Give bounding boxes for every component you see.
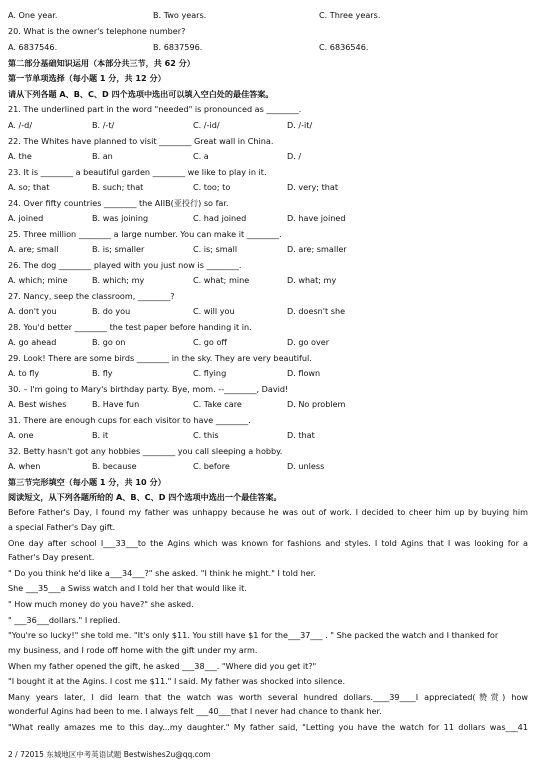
section-heading: 请从下列各题 A、B、C、D 四个选项中选出可以填入空白处的最佳答案。	[8, 89, 274, 99]
question-text: 21. The underlined part in the word "needed" is pronounced as ________.	[8, 104, 302, 114]
answer-option: D. that	[287, 430, 315, 440]
answer-option: C. is; small	[193, 244, 238, 254]
passage-line: my business, and I rode off home with the gift under my arm.	[8, 645, 258, 655]
option-row	[8, 42, 533, 53]
passage-line: Many years later, I did learn that the watch was worth several hundred dollars.____39____I appreciated(赞赏) how	[8, 692, 528, 702]
passage-line: a special Father's Day gift.	[8, 522, 116, 532]
answer-option: B. fly	[92, 368, 113, 378]
answer-option: A. the	[8, 151, 32, 161]
answer-option: D. flown	[287, 368, 321, 378]
answer-option: C. too; to	[193, 182, 231, 192]
answer-option: B. such; that	[92, 182, 144, 192]
option-row	[8, 368, 533, 379]
option-row	[8, 275, 533, 286]
answer-option: D. are; smaller	[287, 244, 347, 254]
answer-option: C. what; mine	[193, 275, 250, 285]
answer-option: B. go on	[92, 337, 126, 347]
passage-line: When my father opened the gift, he asked ___38___. "Where did you get it?"	[8, 661, 317, 671]
answer-option: D. unless	[287, 461, 325, 471]
answer-option: C. will you	[193, 306, 235, 316]
answer-option: A. when	[8, 461, 41, 471]
question-text: 32. Betty hasn't got any hobbies ________ you call sleeping a hobby.	[8, 446, 283, 456]
question-text: 20. What is the owner's telephone number?	[8, 26, 186, 36]
answer-option: D. very; that	[287, 182, 339, 192]
answer-option: B. was joining	[92, 213, 149, 223]
answer-option: C. Three years.	[319, 10, 381, 20]
option-row	[8, 461, 533, 472]
answer-option: B. which; my	[92, 275, 145, 285]
question-text: 22. The Whites have planned to visit ________ Great wall in China.	[8, 136, 274, 146]
option-row	[8, 151, 533, 162]
answer-option: B. an	[92, 151, 113, 161]
question-text: 29. Look! There are some birds ________ in the sky. They are very beautiful.	[8, 353, 312, 363]
question-text: 31. There are enough cups for each visitor to have ________.	[8, 415, 251, 425]
section-heading: 第二部分基础知识运用（本部分共三节，共 62 分）	[8, 58, 195, 68]
answer-option: D. doesn't she	[287, 306, 346, 316]
option-row	[8, 244, 533, 255]
answer-option: C. had joined	[193, 213, 247, 223]
answer-option: C. 6836546.	[319, 42, 369, 52]
answer-option: C. a	[193, 151, 209, 161]
answer-option: C. before	[193, 461, 230, 471]
answer-option: D. go over	[287, 337, 330, 347]
answer-option: D. what; my	[287, 275, 337, 285]
passage-line: "You're so lucky!" she told me. "It's only $11. You still have $1 for the___37___ . " She packed the watch and I thanked for	[8, 630, 499, 640]
passage-line: wonderful Agins had been to me. I always felt ___40___that I never had chance to thank her.	[8, 706, 382, 716]
option-row	[8, 306, 533, 317]
answer-option: B. do you	[92, 306, 131, 316]
answer-option: D. /	[287, 151, 302, 161]
answer-option: B. Two years.	[153, 10, 207, 20]
answer-option: A. so; that	[8, 182, 50, 192]
answer-option: B. is; smaller	[92, 244, 145, 254]
passage-line: She ___35___a Swiss watch and I told her that would like it.	[8, 583, 247, 593]
section-heading: 阅读短文，从下列各题所给的 A、B、C、D 四个选项中选出一个最佳答案。	[8, 492, 282, 502]
option-row	[8, 213, 533, 224]
passage-line: " ___36___dollars." I replied.	[8, 615, 121, 625]
answer-option: C. flying	[193, 368, 227, 378]
answer-option: A. are; small	[8, 244, 59, 254]
answer-option: D. have joined	[287, 213, 346, 223]
question-text: 30. – I'm going to Mary's birthday party. Bye, mom. --________, David!	[8, 384, 289, 394]
option-row	[8, 182, 533, 193]
answer-option: C. Take care	[193, 399, 242, 409]
answer-option: B. 6837596.	[153, 42, 203, 52]
passage-line: Before Father's Day, I found my father was unhappy because he was out of work. I decided to cheer him up by buying him	[8, 507, 528, 517]
question-text: 27. Nancy, seep the classroom, ________?	[8, 291, 175, 301]
section-heading: 第一节单项选择（每小题 1 分，共 12 分）	[8, 73, 166, 83]
answer-option: A. Best wishes	[8, 399, 67, 409]
question-text: 28. You'd better ________ the test paper before handing it in.	[8, 322, 252, 332]
answer-option: B. because	[92, 461, 137, 471]
answer-option: B. /-t/	[92, 120, 115, 130]
answer-option: C. this	[193, 430, 219, 440]
answer-option: C. go off	[193, 337, 227, 347]
question-text: 24. Over fifty countries ________ the AIIB(亚投行) so far.	[8, 198, 229, 208]
answer-option: A. don't you	[8, 306, 57, 316]
option-row	[8, 337, 533, 348]
option-row	[8, 10, 533, 21]
answer-option: A. 6837546.	[8, 42, 58, 52]
answer-option: A. One year.	[8, 10, 58, 20]
question-text: 23. It is ________ a beautiful garden ________ we like to play in it.	[8, 167, 267, 177]
answer-option: A. which; mine	[8, 275, 68, 285]
passage-line: Father's Day present.	[8, 552, 95, 562]
passage-line: "What really amazes me to this day...my daughter." My father said, "Letting you have the watch for 11 dollars was___41	[8, 722, 528, 732]
page-footer: 2 / 72015 东城地区中考英语试题 Bestwishes2u@qq.com	[8, 750, 211, 759]
answer-option: D. No problem	[287, 399, 346, 409]
question-text: 26. The dog ________ played with you just now is ________.	[8, 260, 242, 270]
option-row	[8, 120, 533, 131]
passage-line: "I bought it at the Agins. I cost me $11." I said. My father was shocked into silence.	[8, 676, 346, 686]
answer-option: A. go ahead	[8, 337, 57, 347]
answer-option: B. it	[92, 430, 109, 440]
passage-line: " Do you think he'd like a___34___?" she asked. "I think he might." I told her.	[8, 568, 316, 578]
option-row	[8, 430, 533, 441]
answer-option: A. /-d/	[8, 120, 33, 130]
answer-option: C. /-id/	[193, 120, 220, 130]
answer-option: D. /-it/	[287, 120, 313, 130]
answer-option: A. one	[8, 430, 34, 440]
answer-option: A. to fly	[8, 368, 40, 378]
answer-option: A. joined	[8, 213, 44, 223]
answer-option: B. Have fun	[92, 399, 140, 409]
option-row	[8, 399, 533, 410]
question-text: 25. Three million ________ a large number. You can make it ________.	[8, 229, 282, 239]
section-heading: 第三节完形填空（每小题 1 分，共 10 分）	[8, 477, 166, 487]
passage-line: " How much money do you have?" she asked.	[8, 599, 194, 609]
passage-line: One day after school I___33___to the Agins which was known for fashions and styles. I told Agins that I was looking for a	[8, 538, 528, 548]
